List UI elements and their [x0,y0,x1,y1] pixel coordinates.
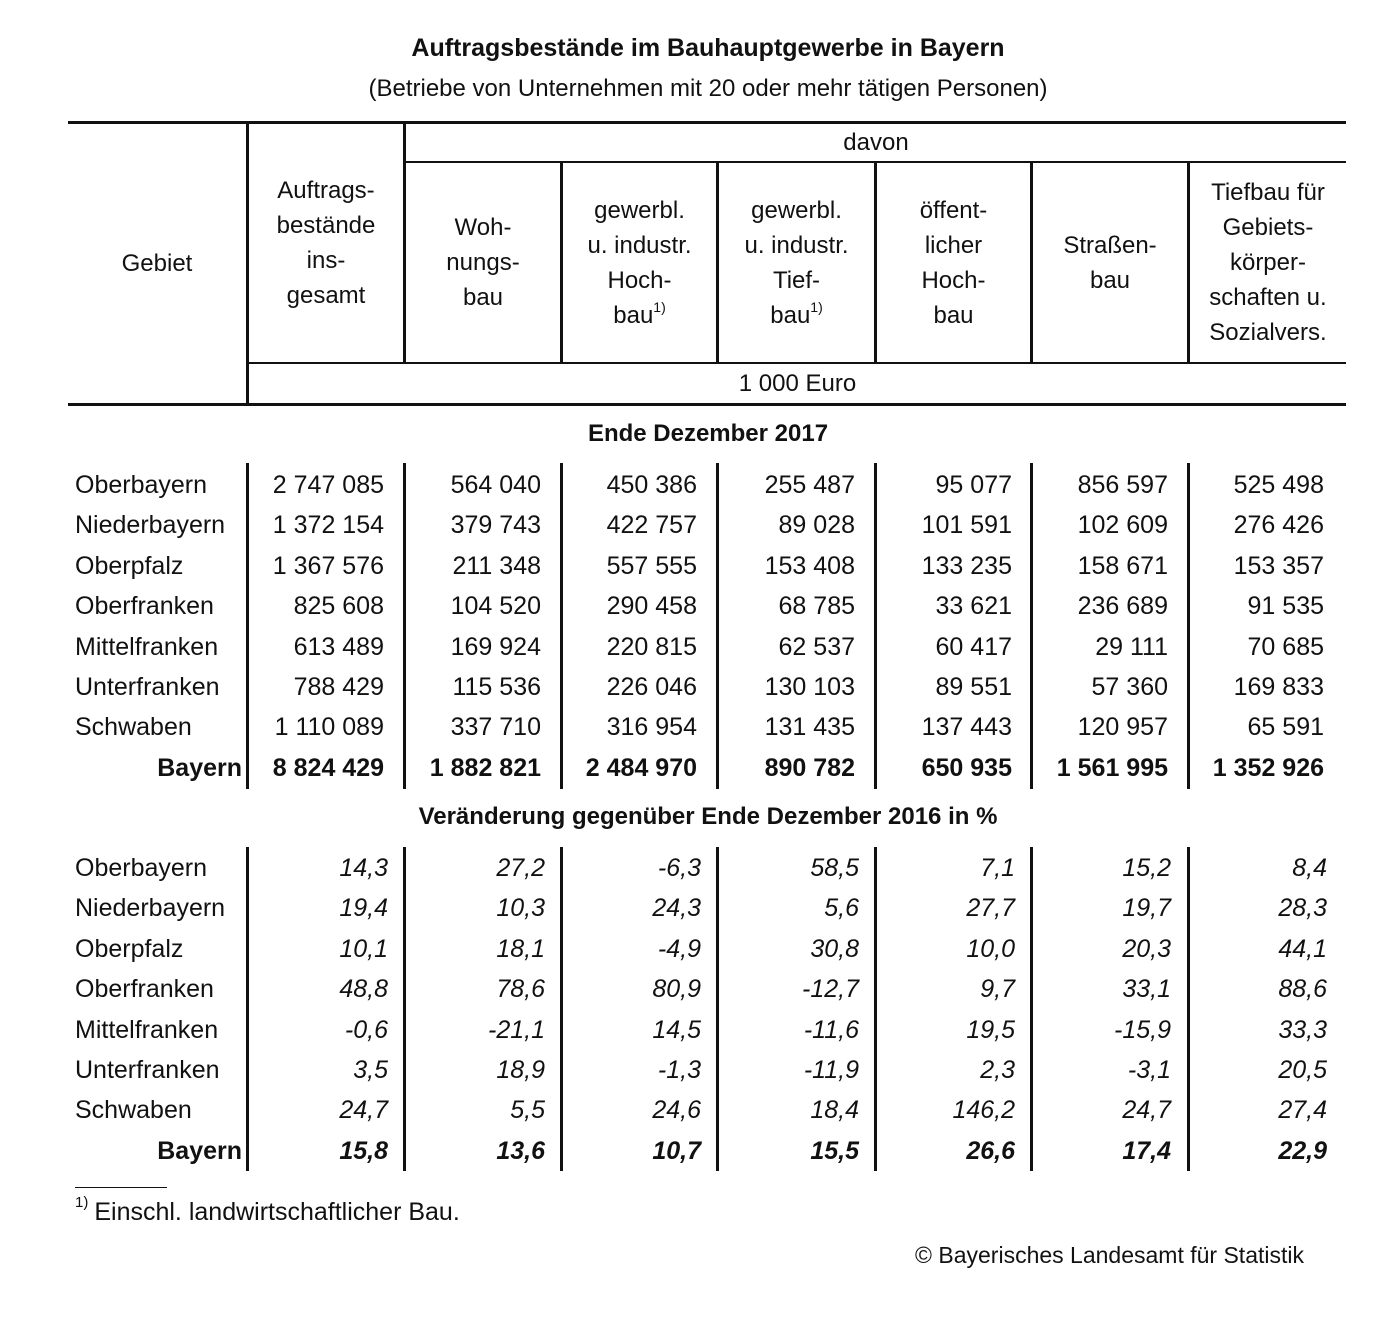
table-row [0,1010,1400,1050]
value-cell: 379 743 [450,511,541,540]
value-cell: 153 357 [1233,551,1324,580]
value-cell: 27,2 [496,854,545,882]
value-cell: 20,5 [1278,1056,1327,1084]
footnote: $^{1)}$ Einschl. landwirtschaftlicher Bau. [75,1193,460,1226]
value-cell: 525 498 [1233,471,1324,499]
value-cell: 115 536 [452,673,541,701]
table-row [0,465,1400,505]
header-davon: davon [843,129,909,156]
header-gebiet: Gebiet [121,250,193,277]
region-name: Oberpfalz [75,934,184,963]
value-cell: 58,5 [810,854,859,882]
value-cell: 10,1 [339,934,388,963]
value-cell: 1 882 821 [429,753,541,782]
value-cell: 153 408 [764,551,855,580]
value-cell: 1 372 154 [272,511,384,540]
value-cell: 33 621 [935,592,1012,621]
value-cell: 8,4 [1292,854,1327,882]
value-cell: 65 591 [1247,713,1324,742]
header-gewerbl-tiefbau: gewerbl. u. industr. Tief- bau$^{1)}$ [744,196,849,329]
value-cell: 5,5 [510,1096,545,1125]
value-cell: -4,9 [657,934,701,963]
value-cell: 62 537 [778,632,855,661]
value-cell: 8 824 429 [272,753,384,782]
table-row [0,667,1400,707]
value-cell: 137 443 [921,713,1012,742]
table-row [0,707,1400,747]
value-cell: 564 040 [450,471,541,499]
value-cell: 18,1 [496,934,545,963]
value-cell: 70 685 [1247,632,1324,661]
value-cell: 95 077 [935,471,1012,499]
value-cell: 18,9 [496,1056,545,1084]
value-cell: 1 110 089 [274,713,384,742]
value-cell: 22,9 [1278,1136,1327,1165]
value-cell: 27,7 [966,894,1015,923]
value-cell: -6,3 [657,854,701,882]
value-cell: 33,3 [1278,1015,1327,1044]
value-cell: -11,9 [803,1056,859,1084]
table-row [0,1050,1400,1090]
header-auftragsbestaende-insgesamt: Auftrags- bestände ins- gesamt [276,177,376,309]
value-cell: 10,3 [496,894,545,923]
value-cell: 101 591 [921,511,1012,540]
value-cell: 450 386 [606,471,697,499]
value-cell: -0,6 [344,1015,388,1044]
value-cell: 27,4 [1278,1096,1327,1125]
header-gewerbl-hochbau: gewerbl. u. industr. Hoch- bau$^{1)}$ [587,196,692,329]
header-strassenbau: Straßen- bau [1063,231,1157,294]
value-cell: 788 429 [293,673,384,701]
value-cell: 29 111 [1095,632,1168,661]
header-wohnungsbau: Woh- nungs- bau [446,214,520,311]
value-cell: 146,2 [952,1096,1015,1125]
value-cell: -12,7 [802,975,859,1004]
total-row [0,748,1400,788]
region-name: Mittelfranken [75,1015,219,1044]
value-cell: 102 609 [1077,511,1168,540]
value-cell: 44,1 [1278,934,1327,963]
region-name: Oberfranken [75,592,214,621]
region-name: Oberfranken [75,975,214,1004]
value-cell: 1 561 995 [1056,753,1168,782]
value-cell: 30,8 [810,934,859,963]
region-name: Bayern [157,1136,242,1165]
value-cell: 78,6 [496,975,545,1004]
region-name: Bayern [157,753,242,782]
value-cell: 1 367 576 [272,551,384,580]
value-cell: 10,0 [966,934,1015,963]
section-title-2017: Ende Dezember 2017 [587,420,829,447]
value-cell: 255 487 [764,471,855,499]
value-cell: 19,7 [1122,894,1171,923]
value-cell: 133 235 [921,551,1012,580]
value-cell: 557 555 [606,551,697,580]
table-row [0,627,1400,667]
value-cell: 60 417 [935,632,1012,661]
value-cell: 158 671 [1077,551,1168,580]
value-cell: 856 597 [1077,471,1168,499]
value-cell: 131 435 [764,713,855,742]
value-cell: 120 957 [1077,713,1168,742]
copyright: © Bayerisches Landesamt für Statistik [915,1242,1304,1268]
region-name: Schwaben [75,1096,192,1125]
region-name: Oberpfalz [75,551,184,580]
value-cell: 10,7 [652,1136,701,1165]
table-row [0,888,1400,928]
value-cell: 57 360 [1091,673,1168,701]
table-subtitle: (Betriebe von Unternehmen mit 20 oder mehr tätigen Personen) [368,75,1048,102]
value-cell: 33,1 [1122,975,1171,1004]
table-row [0,1090,1400,1130]
value-cell: 24,6 [652,1096,701,1125]
value-cell: 26,6 [966,1136,1015,1165]
value-cell: 89 551 [935,673,1012,701]
region-name: Niederbayern [75,894,226,923]
region-name: Oberbayern [75,471,208,499]
value-cell: -15,9 [1114,1015,1171,1044]
value-cell: 18,4 [810,1096,859,1125]
value-cell: 24,7 [339,1096,388,1125]
value-cell: 2,3 [980,1056,1015,1084]
value-cell: 14,3 [339,854,388,882]
table-row [0,586,1400,626]
value-cell: 422 757 [606,511,697,540]
value-cell: 5,6 [824,894,859,923]
value-cell: 19,5 [966,1015,1015,1044]
value-cell: 613 489 [293,632,384,661]
value-cell: 130 103 [764,673,855,701]
value-cell: 169 924 [450,632,541,661]
table-row [0,929,1400,969]
value-cell: 15,8 [339,1136,388,1165]
value-cell: 20,3 [1122,934,1171,963]
value-cell: 88,6 [1278,975,1327,1004]
value-cell: 890 782 [764,753,855,782]
table-title: Auftragsbestände im Bauhauptgewerbe in Bayern [411,34,1005,62]
region-name: Mittelfranken [75,632,219,661]
value-cell: -3,1 [1127,1056,1171,1084]
value-cell: 276 426 [1233,511,1324,540]
value-cell: 316 954 [606,713,697,742]
value-cell: 220 815 [606,632,697,661]
value-cell: 15,2 [1122,854,1171,882]
value-cell: 9,7 [980,975,1015,1004]
region-name: Unterfranken [75,1056,220,1084]
section-title-change: Veränderung gegenüber Ende Dezember 2016 in % [418,803,998,830]
value-cell: 2 484 970 [585,753,697,782]
value-cell: 226 046 [606,673,697,701]
header-unit: 1 000 Euro [738,370,857,397]
value-cell: -1,3 [657,1056,701,1084]
region-name: Niederbayern [75,511,226,540]
value-cell: 650 935 [921,753,1012,782]
value-cell: 211 348 [452,551,541,580]
table-row [0,505,1400,545]
value-cell: -11,6 [803,1015,859,1044]
region-name: Oberbayern [75,854,208,882]
value-cell: 24,3 [652,894,701,923]
header-bottom-rule [68,403,1346,406]
value-cell: 290 458 [606,592,697,621]
value-cell: 1 352 926 [1212,753,1324,782]
header-oeffentlicher-hochbau: öffent- licher Hoch- bau [919,196,988,329]
value-cell: 825 608 [293,592,384,621]
region-name: Unterfranken [75,673,220,701]
value-cell: 236 689 [1077,592,1168,621]
value-cell: 48,8 [339,975,388,1004]
table-row [0,546,1400,586]
value-cell: 337 710 [450,713,541,742]
value-cell: 89 028 [778,511,855,540]
footnote-divider [75,1187,167,1188]
value-cell: 24,7 [1122,1096,1171,1125]
value-cell: 13,6 [496,1136,545,1165]
value-cell: 3,5 [353,1056,388,1084]
value-cell: 28,3 [1278,894,1327,923]
value-cell: 19,4 [339,894,388,923]
value-cell: 68 785 [778,592,855,621]
value-cell: 169 833 [1233,673,1324,701]
value-cell: 91 535 [1247,592,1324,621]
header-tiefbau-gebietskoerperschaften: Tiefbau für Gebiets- körper- schaften u. Sozialvers. [1209,179,1327,346]
value-cell: -21,1 [488,1015,545,1044]
value-cell: 2 747 085 [272,471,384,499]
value-cell: 17,4 [1122,1136,1171,1165]
value-cell: 15,5 [810,1136,859,1165]
value-cell: 104 520 [450,592,541,621]
value-cell: 7,1 [980,854,1015,882]
value-cell: 80,9 [652,975,701,1004]
total-row [0,1131,1400,1171]
table-row [0,848,1400,888]
region-name: Schwaben [75,713,192,742]
table-row [0,969,1400,1009]
value-cell: 14,5 [652,1015,701,1044]
